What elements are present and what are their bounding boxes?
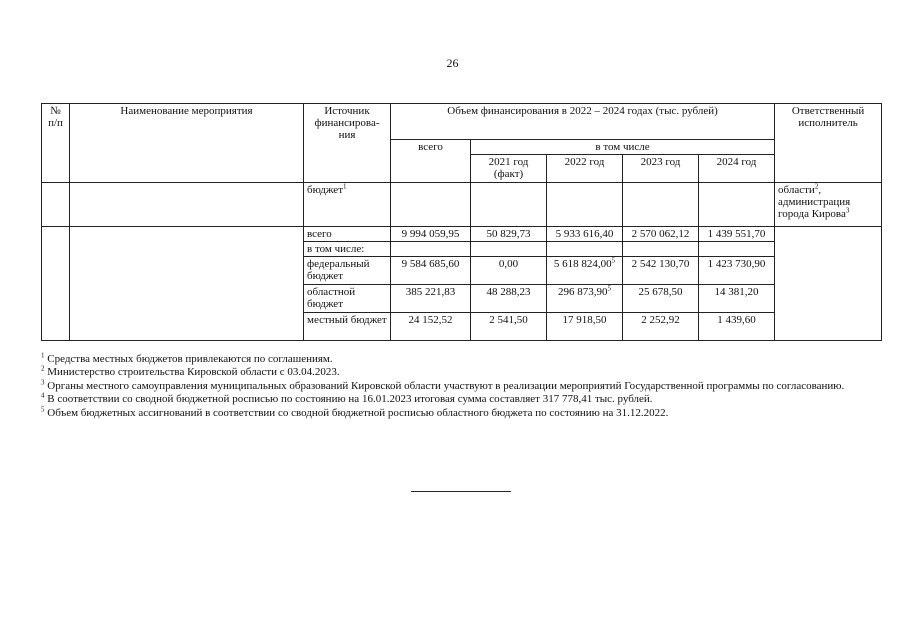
cell-source: бюджет$^1$ <box>304 183 391 227</box>
cell-2022: 296 873,90$^5$ <box>547 285 623 313</box>
cell-2024: 1 439 551,70 <box>699 227 775 242</box>
cell-2022: 17 918,50 <box>547 313 623 341</box>
footnote-ref: 2 <box>814 182 819 191</box>
header-executor: Ответственный исполнитель <box>775 104 882 183</box>
cell-source: федеральный бюджет <box>304 257 391 285</box>
cell-empty <box>699 242 775 257</box>
cell-event <box>70 227 304 341</box>
footnote-ref: 3 <box>845 206 850 215</box>
end-divider-line <box>411 491 511 492</box>
footnotes <box>41 353 883 420</box>
header-including: в том числе <box>471 140 775 155</box>
cell-2023: 2 252,92 <box>623 313 699 341</box>
cell-empty <box>471 183 547 227</box>
header-num: № п/п <box>42 104 70 183</box>
header-funding-volume: Объем финансирования в 2022 – 2024 годах (тыс. рублей) <box>391 104 775 140</box>
footnote-1: $^1$ Средства местных бюджетов привлекаются по соглашениям. <box>41 351 333 365</box>
cell-2023: 25 678,50 <box>623 285 699 313</box>
header-year-2024: 2024 год <box>699 155 775 183</box>
footnote-3: $^3$ Органы местного самоуправления муниципальных образований Кировской области участвуют в реализации мероприятий Государственной программы по согласованию. <box>41 378 845 392</box>
header-event-name: Наименование мероприятия <box>70 104 304 183</box>
cell-2021: 2 541,50 <box>471 313 547 341</box>
footnote-2: $^2$ Министерство строительства Кировской области с 03.04.2023. <box>41 364 340 379</box>
cell-executor <box>775 227 882 341</box>
cell-empty <box>391 242 471 257</box>
cell-2022: 5 933 616,40 <box>547 227 623 242</box>
cell-source: местный бюджет <box>304 313 391 341</box>
cell-2024: 1 439,60 <box>699 313 775 341</box>
header-total: всего <box>391 140 471 183</box>
cell-total: 9 584 685,60 <box>391 257 471 285</box>
cell-source: областной бюджет <box>304 285 391 313</box>
cell-source: в том числе: <box>304 242 391 257</box>
cell-empty <box>623 183 699 227</box>
header-year-2023: 2023 год <box>623 155 699 183</box>
cell-empty <box>547 183 623 227</box>
financing-table <box>41 103 882 341</box>
header-year-2022: 2022 год <box>547 155 623 183</box>
cell-source: всего <box>304 227 391 242</box>
cell-empty <box>623 242 699 257</box>
table-row <box>42 227 882 242</box>
cell-2024: 14 381,20 <box>699 285 775 313</box>
cell-empty <box>547 242 623 257</box>
cell-total: 9 994 059,95 <box>391 227 471 242</box>
cell-2024: 1 423 730,90 <box>699 257 775 285</box>
footnote-ref: 5 <box>611 256 616 265</box>
footnote-ref: 1 <box>343 182 347 191</box>
cell-2023: 2 542 130,70 <box>623 257 699 285</box>
cell-empty <box>699 183 775 227</box>
cell-empty <box>391 183 471 227</box>
table-row <box>42 183 882 227</box>
cell-event <box>70 183 304 227</box>
footnote-5: $^5$ Объем бюджетных ассигнований в соответствии со сводной бюджетной росписью областного бюджета по состоянию на 31.12.2022. <box>41 404 669 419</box>
cell-2022: 5 618 824,00$^5$ <box>547 257 623 285</box>
header-funding-source: Источник финансирова-ния <box>304 104 391 183</box>
cell-executor: области$^2$, администрация города Кирова$^3$ <box>775 183 882 227</box>
footnote-4: $^4$ В соответствии со сводной бюджетной росписью по состоянию на 16.01.2023 итоговая сумма составляет 317 778,41 тыс. рублей. <box>41 391 653 406</box>
cell-empty <box>471 242 547 257</box>
cell-num <box>42 227 70 341</box>
cell-2021: 48 288,23 <box>471 285 547 313</box>
header-year-2021: 2021 год (факт) <box>471 155 547 183</box>
cell-total: 24 152,52 <box>391 313 471 341</box>
cell-2021: 50 829,73 <box>471 227 547 242</box>
page-number: 26 <box>446 56 459 70</box>
cell-total: 385 221,83 <box>391 285 471 313</box>
footnote-ref: 5 <box>607 284 611 293</box>
cell-2021: 0,00 <box>471 257 547 285</box>
cell-num <box>42 183 70 227</box>
cell-2023: 2 570 062,12 <box>623 227 699 242</box>
